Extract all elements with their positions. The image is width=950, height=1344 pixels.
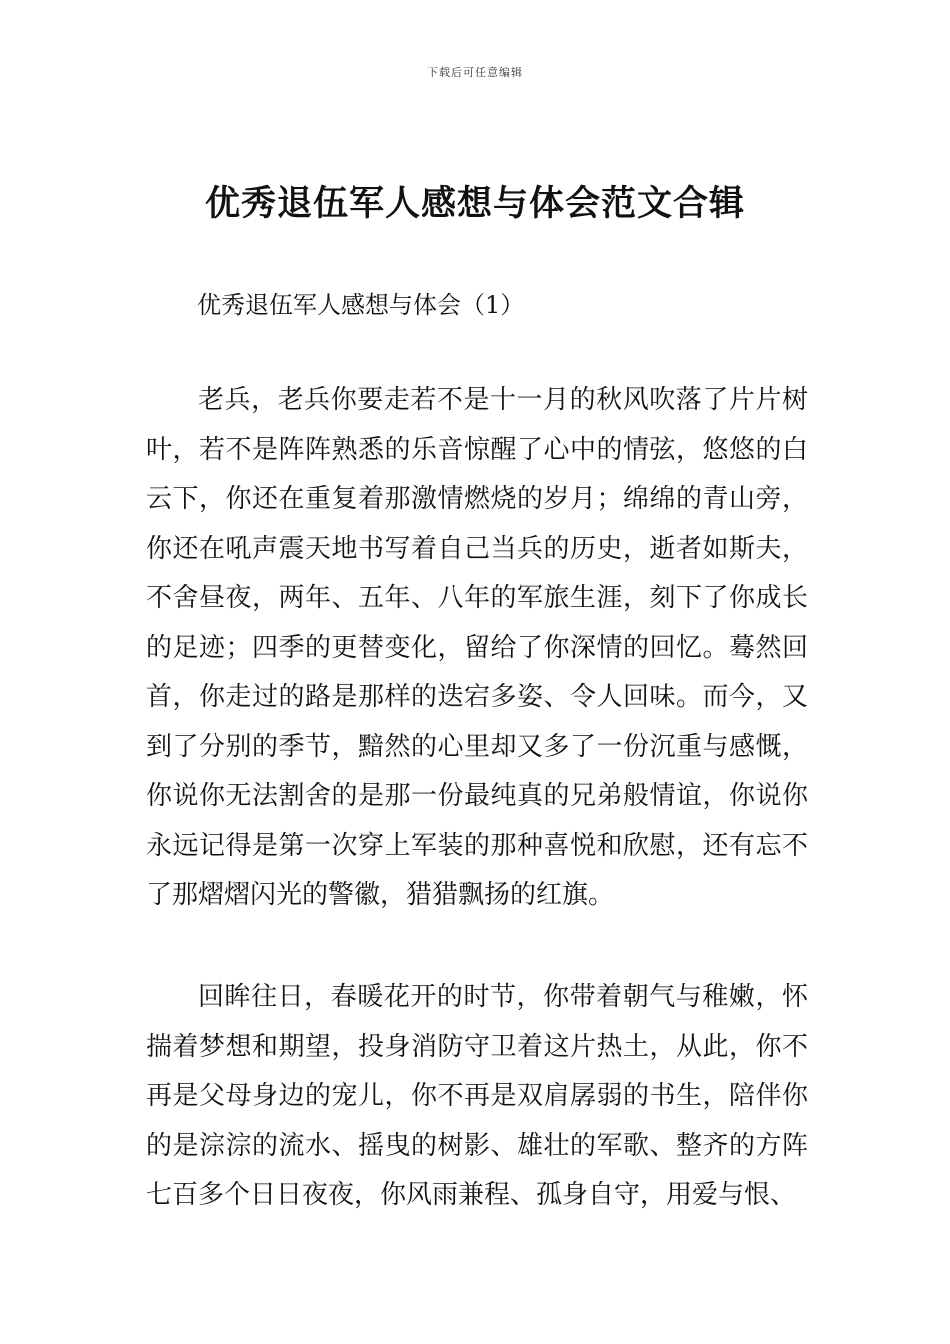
page-header-note: 下载后可任意编辑 (427, 66, 523, 79)
document-title: 优秀退伍军人感想与体会范文合辑 (204, 184, 745, 224)
body-paragraph: 回眸往日，春暖花开的时节，你带着朝气与稚嫩，怀揣着梦想和期望，投身消防守卫着这片热土，从此，你不再是父母身边的宠儿，你不再是双肩孱弱的书生，陪伴你的是淙淙的流水、摇曳的树影、雄壮的军歌、整齐的方阵七百多个日日夜夜，你风雨兼程、孤身自守，用爱与恨、 (146, 982, 808, 1210)
section-heading: 优秀退伍军人感想与体会（1） (197, 291, 525, 319)
body-paragraph: 老兵，老兵你要走若不是十一月的秋风吹落了片片树叶，若不是阵阵熟悉的乐音惊醒了心中的情弦，悠悠的白云下，你还在重复着那激情燃烧的岁月；绵绵的青山旁，你还在吼声震天地书写着自己当兵的历史，逝者如斯夫，不舍昼夜，两年、五年、八年的军旅生涯，刻下了你成长的足迹；四季的更替变化，留给了你深情的回忆。蓦然回首，你走过的路是那样的迭宕多姿、令人回味。而今，又到了分别的季节，黯然的心里却又多了一份沉重与感慨，你说你无法割舍的是那一份最纯真的兄弟般情谊，你说你永远记得是第一次穿上军装的那种喜悦和欣慰，还有忘不了那熠熠闪光的警徽，猎猎飘扬的红旗。 (146, 385, 808, 910)
